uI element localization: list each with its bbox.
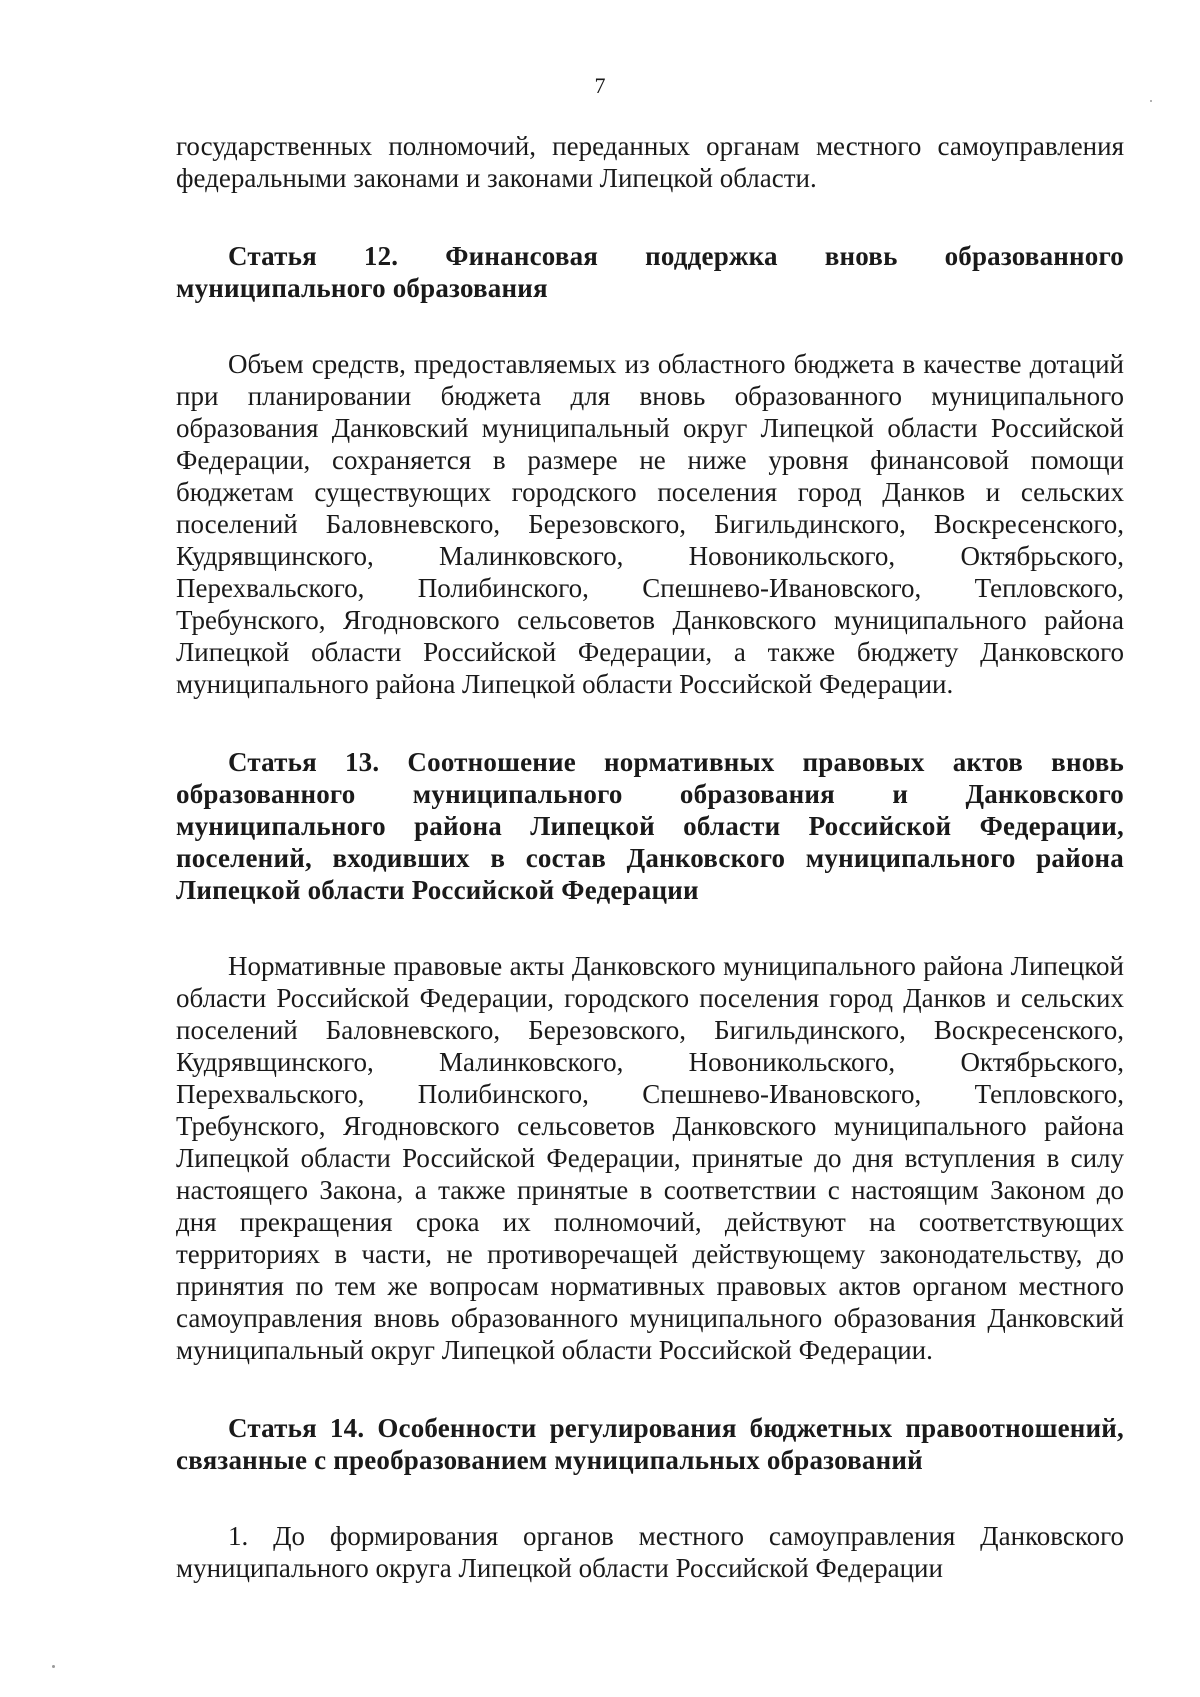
article-12-paragraph: Объем средств, предоставляемых из областного бюджета в качестве дотаций при планировании бюджета для вновь образованного муниципального образования Данковский муниципальный округ Липецкой области Российской Федерации, сохраняется в размере не ниже уровня финансовой помощи бюджетам существующих городского поселения город Данков и сельских поселений Баловневского, Березовского, Бигильдинского, Воскресенского, Кудрявщинского, Малинковского, Новоникольского, Октябрьского, Перехвальского, Полибинского, Спешнево-Ивановского, Тепловского, Требунского, Ягодновского сельсоветов Данковского муниципального района Липецкой области Российской Федерации, а также бюджету Данковского муниципального района Липецкой области Российской Федерации. [176,349,1124,699]
article-13-paragraph: Нормативные правовые акты Данковского муниципального района Липецкой области Российской Федерации, городского поселения город Данков и сельских поселений Баловневского, Березовского, Бигильдинского, Воскресенского, Кудрявщинского, Малинковского, Новоникольского, Октябрьского, Перехвальского, Полибинского, Спешнево-Ивановского, Тепловского, Требунского, Ягодновского сельсоветов Данковского муниципального района Липецкой области Российской Федерации, принятые до дня вступления в силу настоящего Закона, а также принятые в соответствии с настоящим Законом до дня прекращения срока их полномочий, действуют на соответствующих территориях в части, не противоречащей действующему законодательству, до принятия по тем же вопросам нормативных правовых актов органом местного самоуправления вновь образованного муниципального образования Данковский муниципальный округ Липецкой области Российской Федерации. [176,951,1124,1365]
article-14-paragraph: 1. До формирования органов местного самоуправления Данковского муниципального округа Липецкой области Российской Федерации [176,1521,1124,1583]
article-13-heading: Статья 13. Соотношение нормативных правовых актов вновь образованного муниципального образования и Данковского муниципального района Липецкой области Российской Федерации, поселений, входивших в состав Данковского муниципального района Липецкой области Российской Федерации [176,747,1124,905]
intro-continuation-paragraph: государственных полномочий, переданных органам местного самоуправления федеральными законами и законами Липецкой области. [176,131,1124,193]
page-number: 7 [594,73,606,98]
scan-speck [52,1665,55,1668]
article-14-heading: Статья 14. Особенности регулирования бюджетных правоотношений, связанные с преобразованием муниципальных образований [176,1413,1124,1475]
article-12-heading: Статья 12. Финансовая поддержка вновь образованного муниципального образования [176,241,1124,303]
document-body [176,130,1124,1584]
scan-speck [1150,100,1152,102]
